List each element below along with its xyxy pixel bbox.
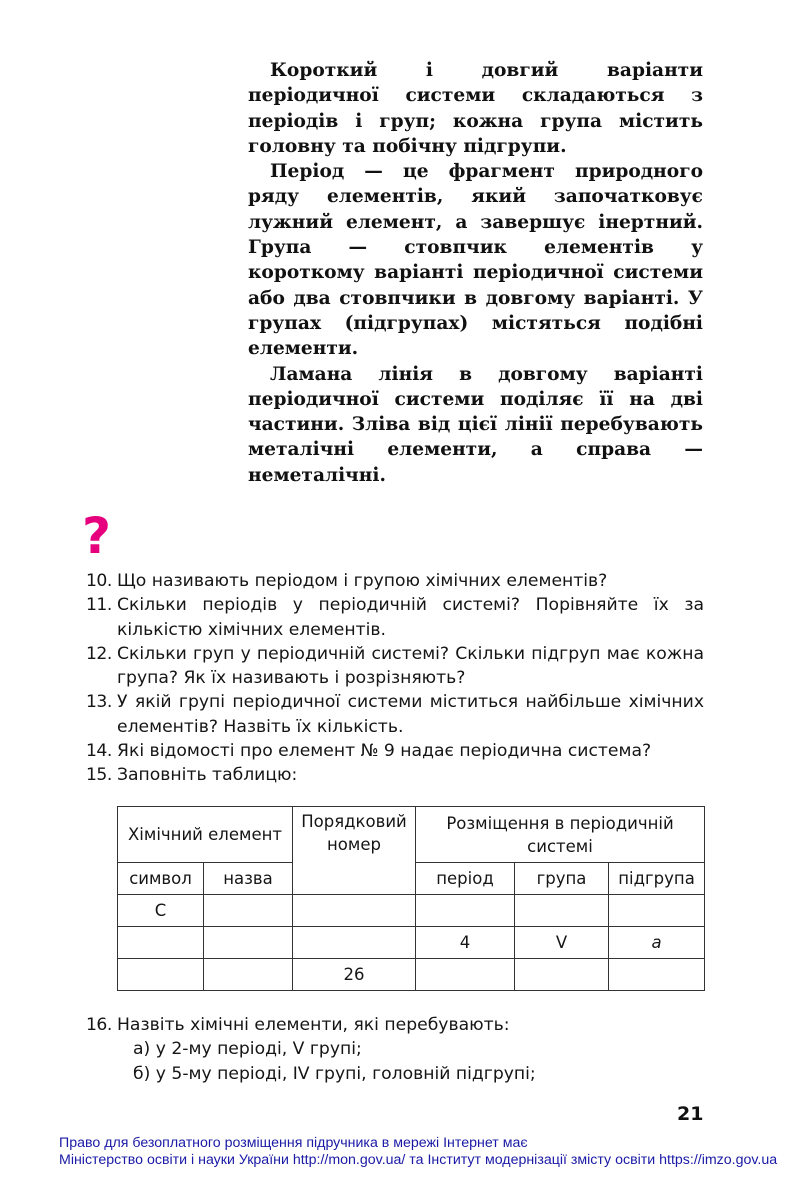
summary-paragraph: Період — це фрагмент природного ряду елементів, який започатковує лужний елемент, а завершує інертний. Група — стовпчик елементів у короткому варіанті періодичної системи або два стовпчики в довгому варіанті. У групах (підгрупах) містяться подібні елементи. <box>248 161 703 360</box>
table-cell[interactable] <box>416 959 515 991</box>
summary-block <box>248 58 703 488</box>
question-number: 13. <box>86 692 112 713</box>
header-ordinal-number: Порядковий номер <box>293 807 416 895</box>
subheader-group: група <box>515 863 609 895</box>
question-text: Назвіть хімічні елементи, які перебувають: <box>117 1015 510 1035</box>
question-text: Скільки груп у періодичній системі? Скільки підгруп має кожна група? Як їх називають і розрізняють? <box>117 643 704 689</box>
subheader-symbol: символ <box>118 863 204 895</box>
question-item <box>86 642 704 691</box>
question-16-block <box>86 1013 704 1086</box>
subheader-subgroup: підгрупа <box>609 863 705 895</box>
table-cell[interactable]: C <box>118 895 204 927</box>
table-cell[interactable]: a <box>609 927 705 959</box>
table-cell[interactable]: V <box>515 927 609 959</box>
question-item <box>86 763 704 787</box>
question-text: Що називають періодом і групою хімічних елементів? <box>117 571 608 591</box>
summary-paragraph: Ламана лінія в довгому варіанті періодичної системи поділяє її на дві частини. Зліва від цієї лінії перебувають металічні елементи, а справа — неметалічні. <box>248 363 703 486</box>
question-subitem: б) у 5-му періоді, IV групі, головній підгрупі; <box>133 1063 536 1084</box>
question-number: 14. <box>86 741 112 762</box>
table-row <box>118 895 705 927</box>
table-cell[interactable] <box>118 959 204 991</box>
table-cell[interactable] <box>515 959 609 991</box>
header-position: Розміщення в періодичній системі <box>416 807 705 863</box>
table-cell[interactable] <box>609 959 705 991</box>
question-item <box>86 690 704 739</box>
question-number: 15. <box>86 765 112 786</box>
table-cell[interactable] <box>609 895 705 927</box>
header-chemical-element: Хімічний елемент <box>118 807 293 863</box>
table-cell[interactable]: 4 <box>416 927 515 959</box>
table-cell[interactable]: 26 <box>293 959 416 991</box>
question-number: 10. <box>86 571 112 591</box>
fill-in-table <box>117 806 705 991</box>
subheader-period: період <box>416 863 515 895</box>
question-item <box>86 1013 704 1037</box>
page-number: 21 <box>677 1103 704 1125</box>
question-item <box>86 593 704 642</box>
question-subitem: а) у 2-му періоді, V групі; <box>133 1039 362 1060</box>
question-item <box>86 739 704 763</box>
question-text: Заповніть таблицю: <box>117 765 298 786</box>
table-cell[interactable] <box>293 927 416 959</box>
question-number: 11. <box>86 595 112 616</box>
footer-line: Міністерство освіти і науки України http://mon.gov.ua/ та Інститут модернізації змісту освіти https://imzo.gov.ua <box>59 1152 778 1168</box>
table-cell[interactable] <box>118 927 204 959</box>
question-number: 12. <box>86 643 112 664</box>
questions-list <box>86 569 704 788</box>
table-cell[interactable] <box>204 895 293 927</box>
footer-notice <box>59 1135 779 1169</box>
question-text: Які відомості про елемент № 9 надає періодична система? <box>117 741 652 762</box>
subheader-name: назва <box>204 863 293 895</box>
question-text: Скільки періодів у періодичній системі? Порівняйте їх за кількістю хімічних елементів. <box>117 595 704 640</box>
table-cell[interactable] <box>204 927 293 959</box>
question-number: 16. <box>86 1015 112 1035</box>
table-cell[interactable] <box>515 895 609 927</box>
question-mark-icon: ? <box>82 507 112 565</box>
footer-line: Право для безоплатного розміщення підручника в мережі Інтернет має <box>59 1135 528 1151</box>
table-cell[interactable] <box>293 895 416 927</box>
table-row <box>118 959 705 991</box>
table-cell[interactable] <box>204 959 293 991</box>
table-row <box>118 927 705 959</box>
question-text: У якій групі періодичної системи міститься найбільше хімічних елементів? Назвіть їх кількість. <box>117 692 704 737</box>
question-item <box>86 569 704 593</box>
summary-paragraph: Короткий і довгий варіанти періодичної системи складаються з періодів і груп; кожна група містить головну та побічну підгрупи. <box>248 60 703 157</box>
table-cell[interactable] <box>416 895 515 927</box>
